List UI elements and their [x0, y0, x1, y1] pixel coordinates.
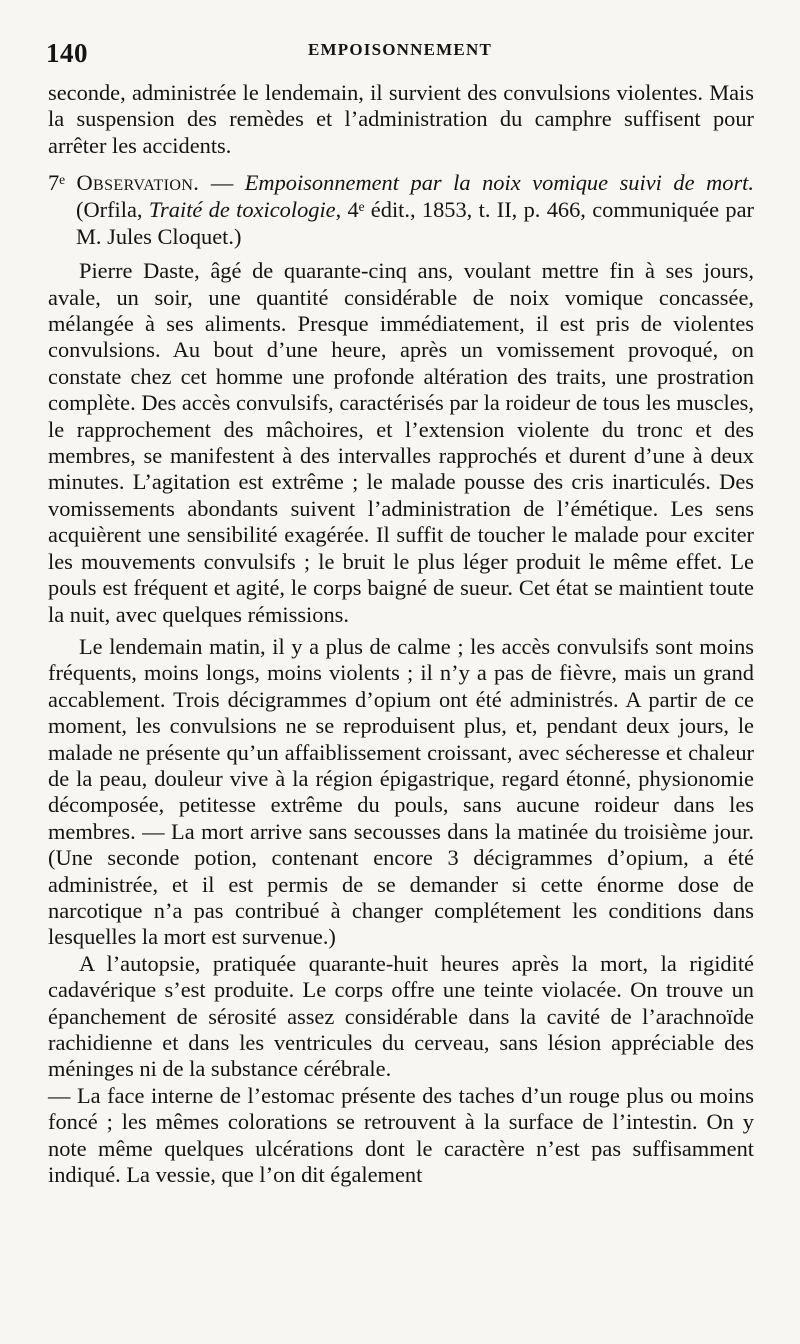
page-number: 140	[46, 38, 88, 68]
observation-heading	[48, 169, 754, 250]
observation-number: 7ᵉ	[48, 170, 65, 196]
continuation-paragraph: seconde, administrée le lendemain, il survient des convulsions violentes. Mais la suspension des remèdes et l’administration du camphre suffisent pour arrêter les accidents.	[48, 80, 754, 158]
observation-ref-rest: , 4ᵉ édit., 1853, t. II, p. 466, communiquée par M. Jules Cloquet.)	[76, 197, 754, 250]
observation-title: Empoisonnement par la noix vomique suivi de mort.	[244, 170, 754, 196]
body-paragraph-3: A l’autopsie, pratiquée quarante-huit heures après la mort, la rigidité cadavérique s’est produite. Le corps offre une teinte violacée. On trouve un épanchement de sérosité assez considérable dans la cavité de l’arachnoïde rachidienne et dans les ventricules du cerveau, sans lésion appréciable des méninges ni de la substance cérébrale.	[48, 950, 754, 1082]
observation-ref-open: (Orfila,	[76, 197, 149, 223]
observation-label: Observation.	[76, 170, 200, 196]
page-body	[48, 80, 754, 1188]
body-paragraph-2: Le lendemain matin, il y a plus de calme ; les accès convulsifs sont moins fréquents, moins longs, moins violents ; il n’y a pas de fièvre, mais un grand accablement. Trois décigrammes d’opium ont été administrés. A partir de ce moment, les convulsions ne se reproduisent plus, et, pendant deux jours, le malade ne présente qu’un affaiblissement croissant, avec sécheresse et chaleur de la peau, douleur vive à la région épigastrique, regard étonné, physionomie décomposée, petitesse extrême du pouls, sans aucune roideur dans les membres. — La mort arrive sans secousses dans la matinée du troisième jour. (Une seconde potion, contenant encore 3 décigrammes d’opium, a été administrée, et il est permis de se demander si cette énorme dose de narcotique n’a pas contribué à changer complétement les conditions dans lesquelles la mort est survenue.)	[48, 633, 754, 950]
observation-dash: —	[199, 170, 245, 196]
body-paragraph-4: — La face interne de l’estomac présente des taches d’un rouge plus ou moins foncé ; les mêmes colorations se retrouvent à la surface de l’intestin. On y note même quelques ulcérations dont le caractère n’est pas suffisamment indiqué. La vessie, que l’on dit également	[48, 1082, 754, 1188]
body-paragraph-1: Pierre Daste, âgé de quarante-cinq ans, voulant mettre fin à ses jours, avale, un soir, une quantité considérable de noix vomique concassée, mélangée à ses aliments. Presque immédiatement, il est pris de violentes convulsions. Au bout d’une heure, après un vomissement provoqué, on constate chez cet homme une profonde altération des traits, une prostration complète. Des accès convulsifs, caractérisés par la roideur de tous les muscles, le rapprochement des mâchoires, et l’extension violente du tronc et des membres, se manifestent à des intervalles rapprochés et durent d’une à deux minutes. L’agitation est extrême ; le malade pousse des cris inarticulés. Des vomissements abondants suivent l’administration de l’émétique. Les sens acquièrent une sensibilité exagérée. Il suffit de toucher le malade pour exciter les mouvements convulsifs ; le bruit le plus léger produit le même effet. Le pouls est fréquent et agité, le corps baigné de sueur. Cet état se maintient toute la nuit, avec quelques rémissions.	[48, 258, 754, 627]
running-title: EMPOISONNEMENT	[308, 40, 492, 59]
observation-ref-work: Traité de toxicologie	[148, 197, 336, 223]
page-header	[46, 38, 758, 70]
